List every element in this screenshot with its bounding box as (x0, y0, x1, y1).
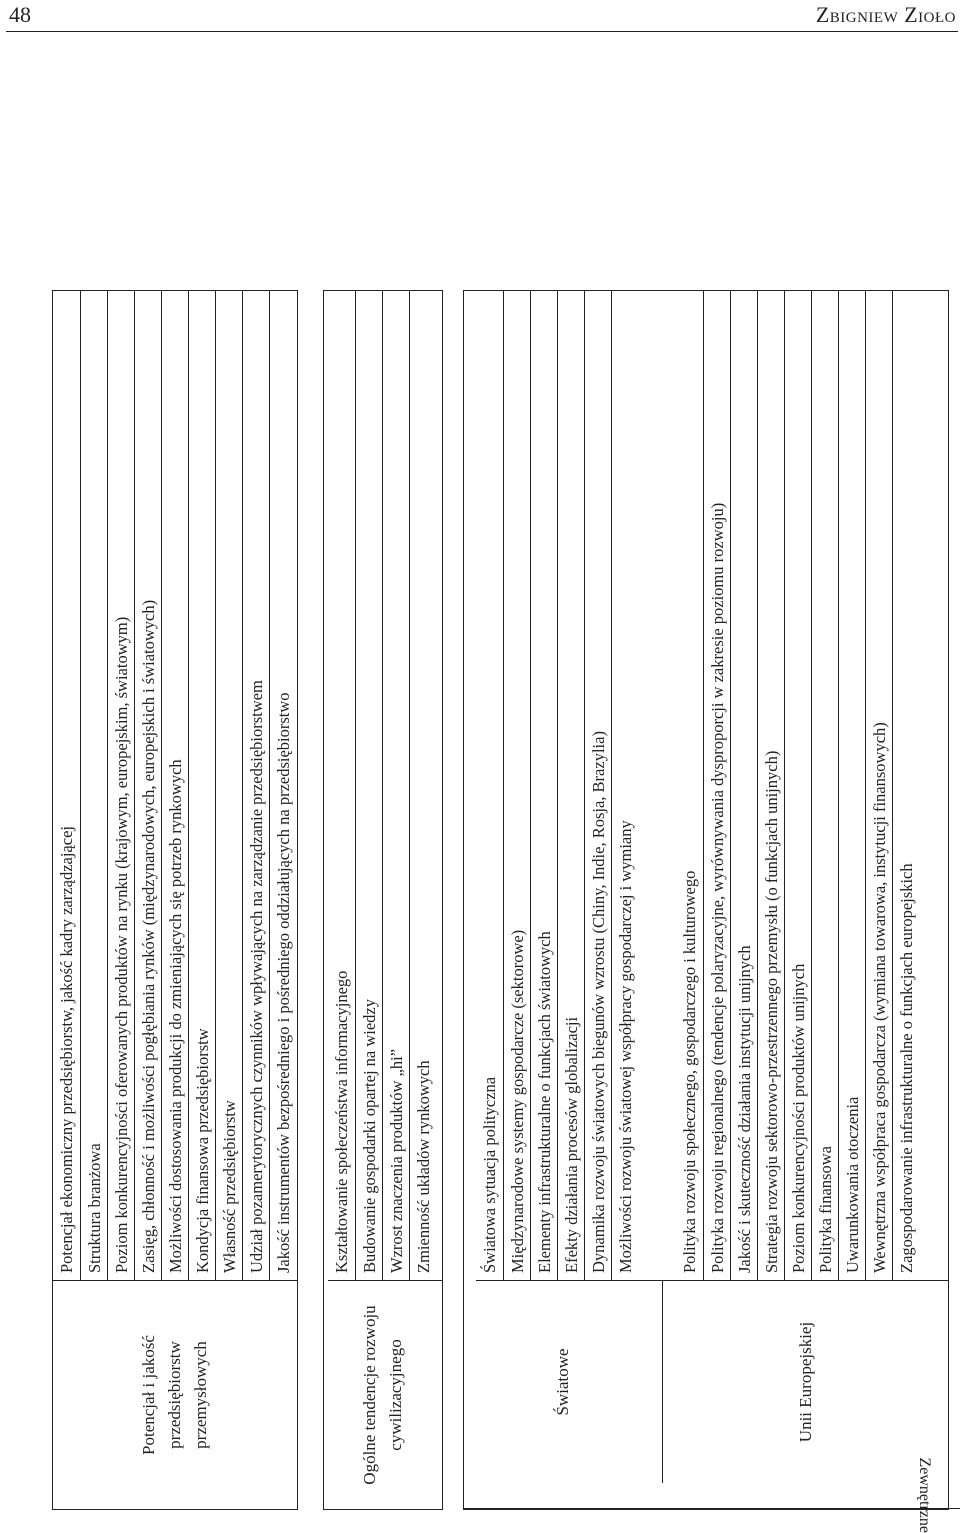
list-item: Uwarunkowania otoczenia (838, 291, 865, 1280)
list-item: Zasięg, chłonność i możliwości pogłębiania rynków (międzynarodowych, europejskich i światowych) (134, 291, 161, 1280)
group-label (53, 1281, 297, 1509)
list-item: Zagospodarowanie infrastrukturalne o funkcjach europejskich (892, 291, 919, 1280)
list-item: Polityka rozwoju regionalnego (tendencje polaryzacyjne, wyrównywania dysproporcji w zakresie poziomu rozwoju) (703, 291, 730, 1280)
list-item: Kształtowanie społeczeństwa informacyjnego (332, 970, 351, 1273)
list-item: Elementy infrastrukturalne o funkcjach światowych (530, 291, 557, 1280)
item-list-world (476, 291, 641, 1281)
list-item: Kondycja finansowa przedsiębiorstw (188, 291, 215, 1280)
subgroup-label-text: Unii Europejskiej (796, 1321, 815, 1443)
list-item: Światowa sytuacja polityczna (480, 1076, 499, 1273)
list-item: Możliwości rozwoju światowej współpracy gospodarczej i wymiany (611, 291, 638, 1280)
list-item: Możliwości dostosowania produkcji do zmieniających się potrzeb rynkowych (161, 291, 188, 1280)
header-rule (6, 31, 958, 32)
item-list (328, 291, 442, 1281)
list-item: Własność przedsiębiorstw (215, 291, 242, 1280)
list-item: Polityka rozwoju społecznego, gospodarczego i kulturowego (680, 870, 699, 1273)
list-item: Jakość instrumentów bezpośredniego i pośredniego oddziałujących na przedsiębiorstwo (269, 291, 296, 1280)
group-label-text: Ogólne tendencje rozwoju cywilizacyjnego (360, 1305, 405, 1485)
subgroup-label-eu (662, 1281, 949, 1483)
list-item: Wewnętrzna współpraca gospodarcza (wymiana towarowa, instytucji finansowych) (865, 291, 892, 1280)
list-item: Udział pozamerytorycznych czynników wpływających na zarządzanie przedsiębiorstwem (242, 291, 269, 1280)
outer-label-text: Zewnętrzne (916, 1457, 933, 1533)
running-head-author: Zbigniew Zioło (815, 2, 956, 27)
list-item: Struktura branżowa (80, 291, 107, 1280)
list-item: Budowanie gospodarki opartej na wiedzy (355, 291, 382, 1280)
list-item: Jakość i skuteczność działania instytucji unijnych (730, 291, 757, 1280)
table-group-external (463, 290, 949, 1533)
outer-label-external (464, 1457, 960, 1533)
list-item: Dynamika rozwoju światowych biegunów wzrostu (Chiny, Indie, Rosja, Brazylia) (584, 291, 611, 1280)
list-item: Strategia rozwoju sektorowo-przestrzennego przemysłu (o funkcjach unijnych) (757, 291, 784, 1280)
list-item: Wzrost znaczenia produktów „hi” (382, 291, 409, 1280)
list-item: Międzynarodowe systemy gospodarcze (sektorowe) (503, 291, 530, 1280)
item-list (53, 291, 297, 1281)
rotated-table (42, 290, 960, 1533)
table-group-enterprise (52, 290, 298, 1510)
page-number: 48 (9, 2, 31, 27)
table-group-civilization (323, 290, 443, 1510)
item-list-eu (676, 291, 948, 1281)
subgroup-label-text: Światowe (553, 1348, 572, 1416)
list-item: Efekty działania procesów globalizacji (557, 291, 584, 1280)
group-label-text: Potencjał i jakość przedsiębiorstw przemysłowych (139, 1335, 210, 1455)
list-item: Poziom konkurencyjności produktów unijnych (784, 291, 811, 1280)
list-item: Poziom konkurencyjności oferowanych produktów na rynku (krajowym, europejskim, światowym) (107, 291, 134, 1280)
list-item: Zmienność układów rynkowych (409, 291, 436, 1280)
list-item: Polityka finansowa (811, 291, 838, 1280)
group-label (324, 1281, 442, 1509)
list-item: Potencjał ekonomiczny przedsiębiorstw, jakość kadry zarządzającej (57, 826, 76, 1273)
subgroup-label-world (464, 1281, 662, 1483)
